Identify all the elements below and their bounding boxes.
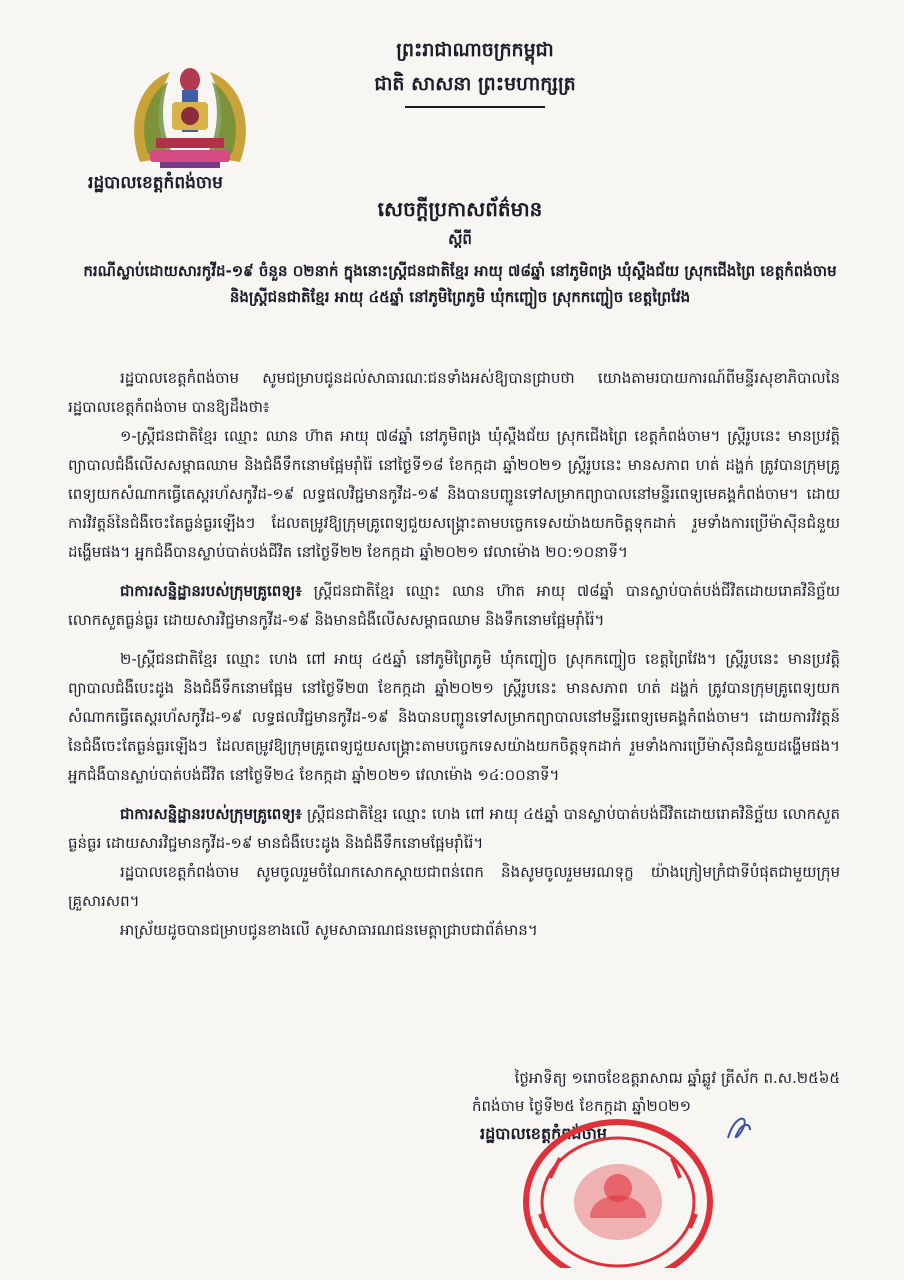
announcement-title-block xyxy=(80,196,840,310)
case-1-paragraph: ១-ស្ត្រីជនជាតិខ្មែរ ឈ្មោះ ឈាន ហ៊ាត អាយុ ៧៨ឆ្នាំ នៅភូមិពង្រ ឃុំស្ពឺងជ័យ ស្រុកជើងព្រៃ ខេត្តកំពង់ចាម។ ស្ត្រីរូបនេះ មានប្រវត្តិព្យាបាលជំងឺលើសសម្ពាធឈាម និងជំងឺទឹកនោមផ្អែមរ៉ាំរ៉ៃ នៅថ្ងៃទី១៨ ខែកក្កដា ឆ្នាំ២០២១ ស្ត្រីរូបនេះ មានសភាព ហត់ ដង្ហក់ ត្រូវបានក្រុមគ្រូពេទ្យយកសំណាកធ្វើតេស្តរហ័សកូវីដ-១៩ លទ្ធផលវិជ្ជមានកូវីដ-១៩ និងបានបញ្ជូនទៅសម្រាកព្យាបាលនៅមន្ទីរពេទ្យមេគង្គកំពង់ចាម។ ដោយការវិវត្តន៍នៃជំងឺចេះតែធ្ងន់ធ្ងរឡើងៗ ដែលតម្រូវឱ្យក្រុមគ្រូពេទ្យជួយសង្គ្រោះតាមបច្ចេកទេសយ៉ាងយកចិត្តទុកដាក់ រួមទាំងការប្រើម៉ាស៊ីនជំនួយដង្ហើមផង។ អ្នកជំងឺបានស្លាប់បាត់បង់ជីវិត នៅថ្ងៃទី២២ ខែកក្កដា ឆ្នាំ២០២១ វេលាម៉ោង ២០:១០នាទី។ xyxy=(68,427,840,561)
announcement-heading: សេចក្តីប្រកាសព័ត៌មាន xyxy=(377,197,543,221)
kingdom-header xyxy=(330,38,620,108)
conclusion-2-text: ស្ត្រីជនជាតិខ្មែរ ឈ្មោះ ហេង ពៅ អាយុ ៤៥ឆ្នាំ បានស្លាប់បាត់បង់ជីវិតដោយរោគវិនិច្ឆ័យ លោកសួតធ្ងន់ធ្ងរ ដោយសារវិជ្ជមានកូវីដ-១៩ មានជំងឺបេះដូង និងជំងឺទឹកនោមផ្អែមរ៉ាំរ៉ៃ។ xyxy=(68,805,840,852)
official-seal-icon xyxy=(520,1118,716,1268)
announcement-subject: ករណីស្លាប់ដោយសារកូវីដ-១៩ ចំនួន ០២នាក់ ក្នុងនោះស្ត្រីជនជាតិខ្មែរ អាយុ ៧៨ឆ្នាំ នៅភូមិពង្រ ឃុំស្ពឺងជ័យ ស្រុកជើងព្រៃ ខេត្តកំពង់ចាម និងស្ត្រីជនជាតិខ្មែរ អាយុ ៤៥ឆ្នាំ នៅភូមិព្រៃភូមិ ឃុំកញ្ជៀច ស្រុកកញ្ជៀច ខេត្តព្រៃវែង xyxy=(83,262,837,306)
announcement-regarding: ស្តីពី xyxy=(448,230,472,248)
lunar-date: ថ្ងៃអាទិត្យ ១រោចខែឧត្តរាសាឍ ឆ្នាំឆ្លូវ ត្រីស័ក ព.ស.២៥៦៥ xyxy=(514,1069,840,1087)
royal-emblem-icon xyxy=(130,62,250,174)
conclusion-1-text: ស្ត្រីជនជាតិខ្មែរ ឈ្មោះ ឈាន ហ៊ាត អាយុ ៧៨ឆ្នាំ បានស្លាប់បាត់បង់ជីវិតដោយរោគវិនិច្ឆ័យ លោកសួតធ្ងន់ធ្ងរ ដោយសារវិជ្ជមានកូវីដ-១៩ និងមានជំងឺលើសសម្ពាធឈាម និងទឹកនោមផ្អែមរ៉ាំរ៉ៃ។ xyxy=(68,582,840,629)
kingdom-name: ព្រះរាជាណាចក្រកម្ពុជា xyxy=(396,39,554,61)
issuing-authority: រដ្ឋបាលខេត្តកំពង់ចាម xyxy=(88,173,223,193)
signatory: រដ្ឋបាលខេត្តកំពង់ចាម xyxy=(480,1124,607,1143)
conclusion-1-label: ជាការសន្និដ្ឋានរបស់ក្រុមគ្រូពេទ្យ៖ xyxy=(120,582,302,600)
header-divider xyxy=(405,106,545,108)
signature-mark-icon xyxy=(724,1112,754,1144)
solar-date: កំពង់ចាម ថ្ងៃទី២៥ ខែកក្កដា ឆ្នាំ២០២១ xyxy=(472,1097,692,1115)
conclusion-1-paragraph xyxy=(68,577,840,635)
conclusion-2-paragraph xyxy=(68,800,840,858)
national-motto: ជាតិ សាសនា ព្រះមហាក្សត្រ xyxy=(374,73,576,95)
intro-paragraph: រដ្ឋបាលខេត្តកំពង់ចាម សូមជម្រាបជូនដល់សាធារណៈជនទាំងអស់ឱ្យបានជ្រាបថា យោងតាមរបាយការណ៍ពីមន្ទីរសុខាភិបាលនៃរដ្ឋបាលខេត្តកំពង់ចាម បានឱ្យដឹងថា៖ xyxy=(68,369,840,416)
condolence-paragraph: រដ្ឋបាលខេត្តកំពង់ចាម សូមចូលរួមចំណែកសោកស្តាយជាពន់ពេក និងសូមចូលរួមមរណទុក្ខ យ៉ាងក្រៀមក្រំជាទីបំផុតជាមួយក្រុមគ្រួសារសព។ xyxy=(68,863,840,910)
conclusion-2-label: ជាការសន្និដ្ឋានរបស់ក្រុមគ្រូពេទ្យ៖ xyxy=(120,805,302,823)
case-2-paragraph: ២-ស្ត្រីជនជាតិខ្មែរ ឈ្មោះ ហេង ពៅ អាយុ ៤៥ឆ្នាំ នៅភូមិព្រៃភូមិ ឃុំកញ្ជៀច ស្រុកកញ្ជៀច ខេត្តព្រៃវែង។ ស្ត្រីរូបនេះ មានប្រវត្តិព្យាបាលជំងឺបេះដូង និងជំងឺទឹកនោមផ្អែម នៅថ្ងៃទី២៣ ខែកក្កដា ឆ្នាំ២០២១ ស្ត្រីរូបនេះ មានសភាព ហត់ ដង្ហក់ ត្រូវបានក្រុមគ្រូពេទ្យយកសំណាកធ្វើតេស្តរហ័សកូវីដ-១៩ លទ្ធផលវិជ្ជមានកូវីដ-១៩ និងបានបញ្ជូនទៅសម្រាកព្យាបាលនៅមន្ទីរពេទ្យមេគង្គកំពង់ចាម។ ដោយការវិវត្តន៍នៃជំងឺចេះតែធ្ងន់ធ្ងរឡើងៗ ដែលតម្រូវឱ្យក្រុមគ្រូពេទ្យជួយសង្គ្រោះតាមបច្ចេកទេសយ៉ាងយកចិត្តទុកដាក់ រួមទាំងការប្រើម៉ាស៊ីនជំនួយដង្ហើមផង។ អ្នកជំងឺបានស្លាប់បាត់បង់ជីវិត នៅថ្ងៃទី២៤ ខែកក្កដា ឆ្នាំ២០២១ វេលាម៉ោង ១៤:០០នាទី។ xyxy=(68,650,840,784)
closing-paragraph: អាស្រ័យដូចបានជម្រាបជូនខាងលើ សូមសាធារណជនមេត្តាជ្រាបជាព័ត៌មាន។ xyxy=(120,921,538,939)
announcement-body xyxy=(68,364,840,945)
